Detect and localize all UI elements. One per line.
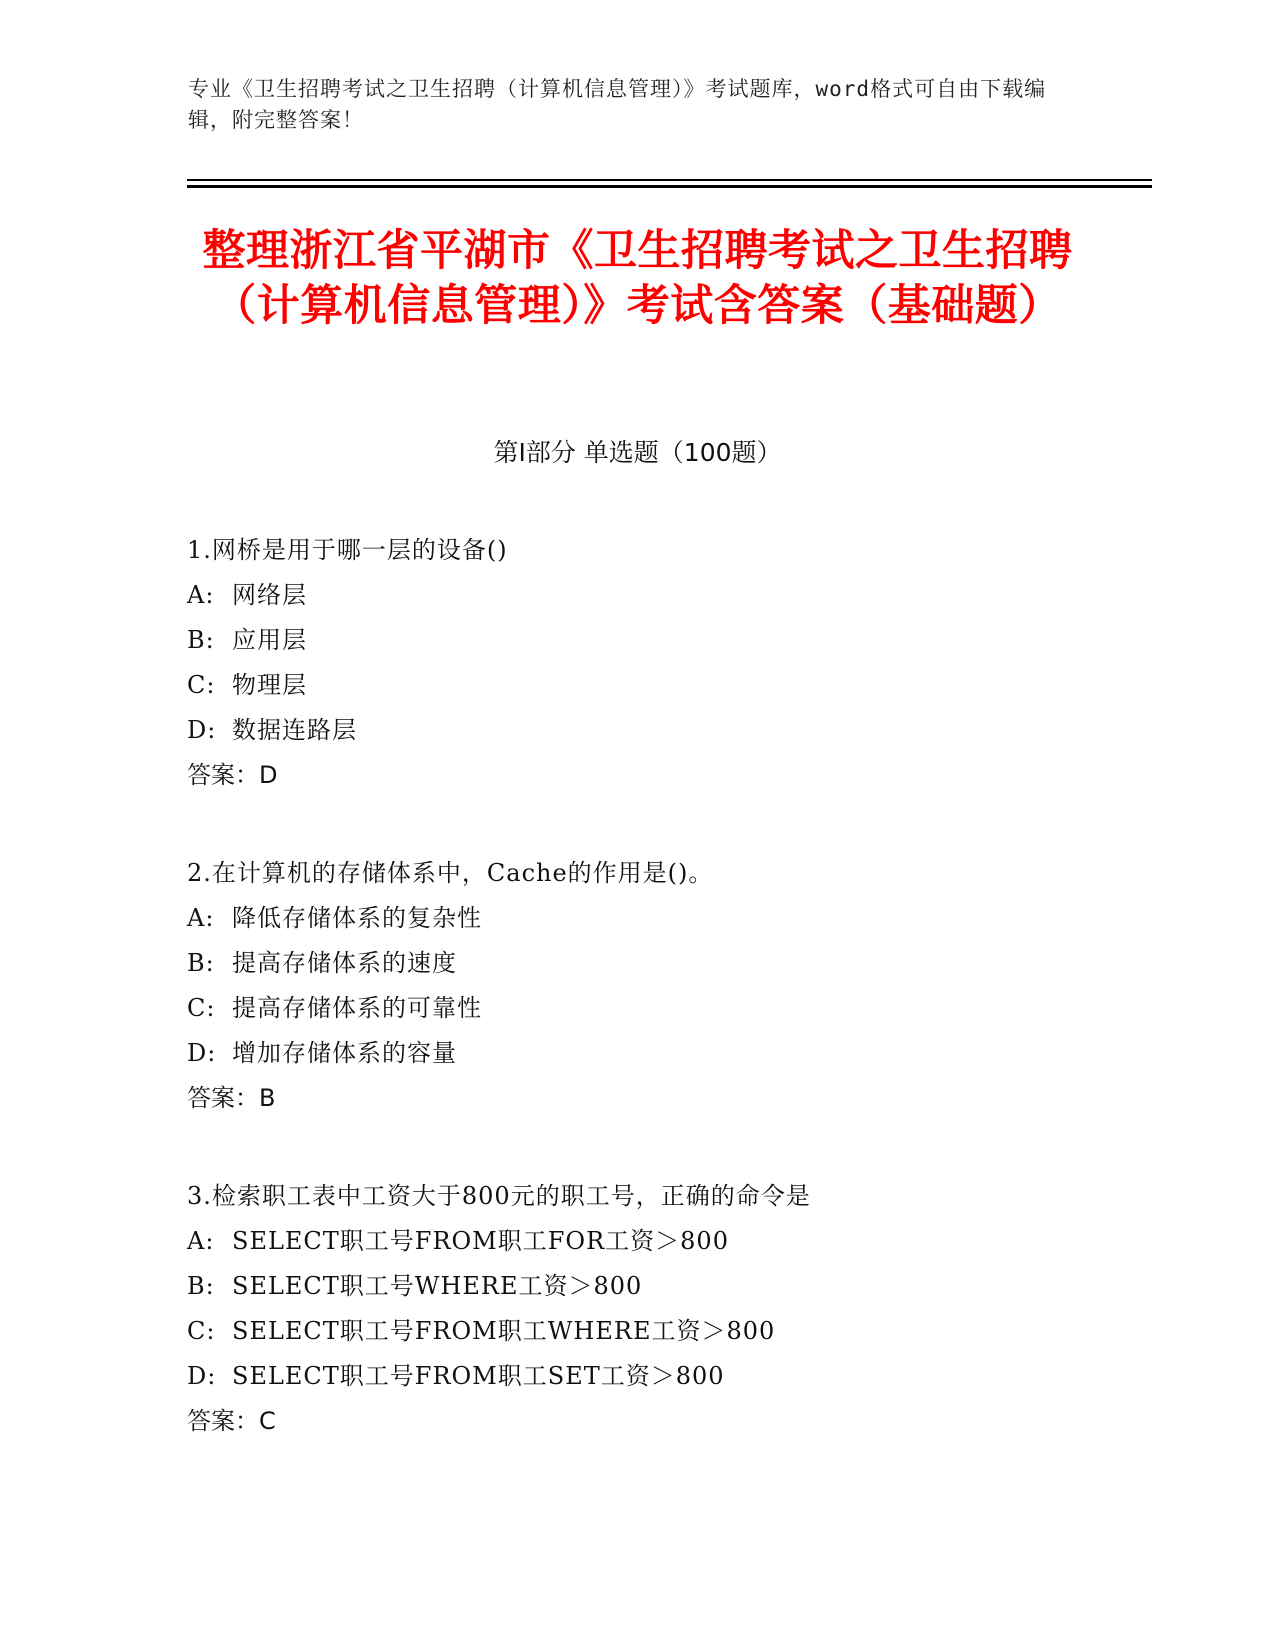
question-2 <box>187 851 1147 1121</box>
option-letter: A: <box>187 904 215 932</box>
option-letter: A: <box>187 581 215 609</box>
option-letter: B: <box>187 949 215 977</box>
option-text: 应用层 <box>232 626 307 654</box>
option-b <box>187 1264 1147 1309</box>
option-text: 降低存储体系的复杂性 <box>232 904 482 932</box>
option-text: SELECT职工号FROM职工WHERE工资＞800 <box>232 1317 776 1345</box>
section-heading: 第Ⅰ部分 单选题（100题） <box>493 438 782 467</box>
option-letter: C: <box>187 671 216 699</box>
header-note: 专业《卫生招聘考试之卫生招聘（计算机信息管理）》考试题库，word格式可自由下载编辑，附完整答案！ <box>188 77 1047 132</box>
document-title: 整理浙江省平湖市《卫生招聘考试之卫生招聘（计算机信息管理）》考试含答案（基础题） <box>202 226 1073 331</box>
option-a <box>187 573 1147 618</box>
option-a <box>187 896 1147 941</box>
option-letter: C: <box>187 1317 216 1345</box>
option-text: 数据连路层 <box>232 716 357 744</box>
option-letter: C: <box>187 994 216 1022</box>
answer-line: 答案：B <box>187 1084 276 1112</box>
option-letter: D: <box>187 1039 217 1067</box>
option-d <box>187 708 1147 753</box>
question-stem: 3.检索职工表中工资大于800元的职工号，正确的命令是 <box>187 1182 811 1210</box>
option-b <box>187 618 1147 663</box>
option-letter: B: <box>187 1272 215 1300</box>
answer-line: 答案：C <box>187 1407 276 1435</box>
question-1 <box>187 528 1147 798</box>
option-b <box>187 941 1147 986</box>
option-d <box>187 1031 1147 1076</box>
option-text: 网络层 <box>232 581 307 609</box>
question-stem: 2.在计算机的存储体系中，Cache的作用是()。 <box>187 859 714 887</box>
option-text: SELECT职工号FROM职工FOR工资＞800 <box>232 1227 729 1255</box>
option-letter: D: <box>187 716 217 744</box>
option-text: SELECT职工号WHERE工资＞800 <box>232 1272 643 1300</box>
option-c <box>187 986 1147 1031</box>
option-letter: B: <box>187 626 215 654</box>
header-divider-thin <box>187 179 1152 181</box>
option-a <box>187 1219 1147 1264</box>
header-divider-thick <box>187 185 1152 188</box>
question-stem: 1.网桥是用于哪一层的设备() <box>187 536 508 564</box>
option-c <box>187 1309 1147 1354</box>
question-list <box>187 528 1147 1497</box>
option-letter: A: <box>187 1227 215 1255</box>
option-d <box>187 1354 1147 1399</box>
option-letter: D: <box>187 1362 217 1390</box>
option-text: SELECT职工号FROM职工SET工资＞800 <box>232 1362 725 1390</box>
question-3 <box>187 1174 1147 1444</box>
option-text: 增加存储体系的容量 <box>232 1039 457 1067</box>
option-text: 提高存储体系的可靠性 <box>232 994 482 1022</box>
option-text: 物理层 <box>232 671 307 699</box>
option-c <box>187 663 1147 708</box>
option-text: 提高存储体系的速度 <box>232 949 457 977</box>
answer-line: 答案：D <box>187 761 278 789</box>
